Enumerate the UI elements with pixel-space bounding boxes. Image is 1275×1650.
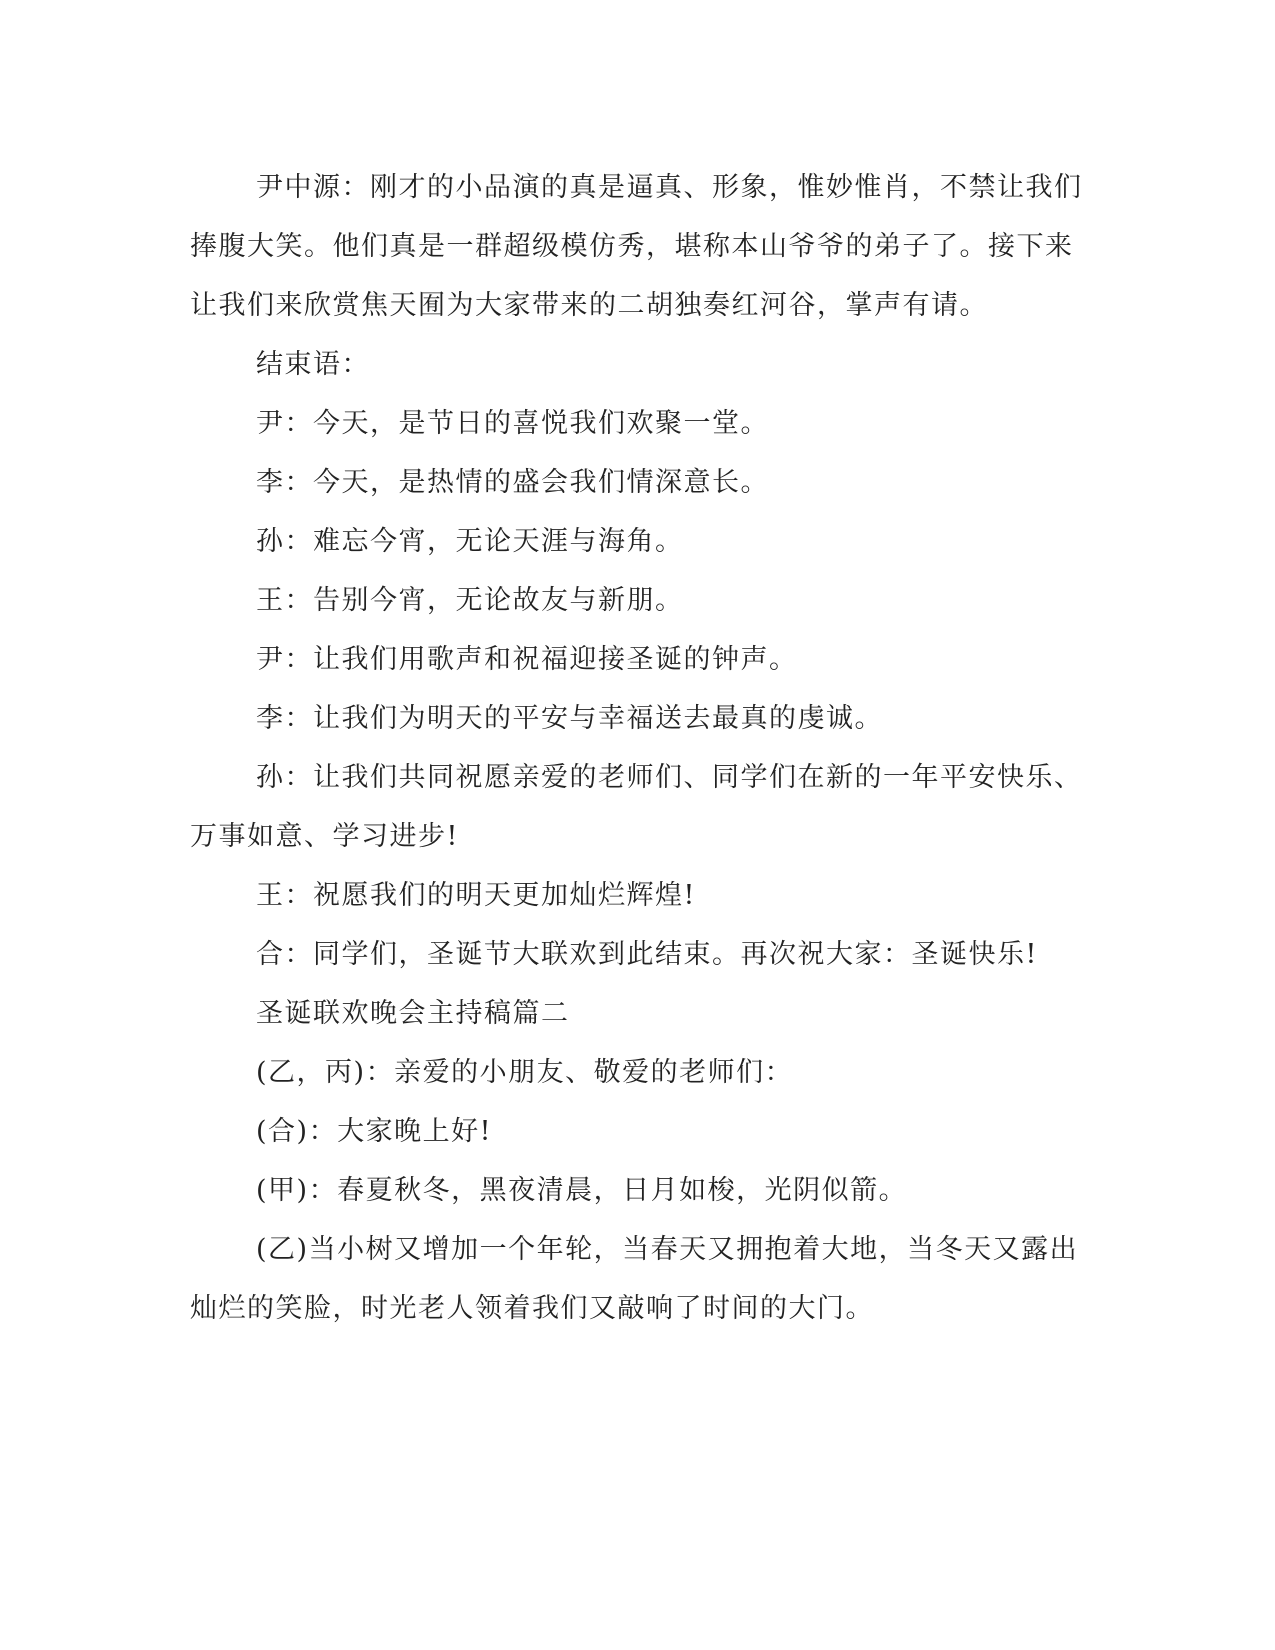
paragraph-yin-1: 尹：今天，是节日的喜悦我们欢聚一堂。 — [256, 408, 769, 439]
paragraph-jia: (甲)：春夏秋冬，黑夜清晨，日月如梭，光阴似箭。 — [256, 1175, 908, 1206]
paragraph-sun-2: 孙：让我们共同祝愿亲爱的老师们、同学们在新的一年平安快乐、万事如意、学习进步! — [190, 762, 1083, 852]
paragraph-he: (合)：大家晚上好! — [256, 1116, 492, 1147]
paragraph-wang-1: 王：告别今宵，无论故友与新朋。 — [256, 585, 684, 616]
paragraph-intro-yin: 尹中源：刚才的小品演的真是逼真、形象，惟妙惟肖，不禁让我们捧腹大笑。他们真是一群超级模仿秀，堪称本山爷爷的弟子了。接下来让我们来欣赏焦天囿为大家带来的二胡独奏红河谷，掌声有请。 — [190, 172, 1083, 321]
paragraph-wang-2: 王：祝愿我们的明天更加灿烂辉煌! — [256, 880, 696, 911]
paragraph-li-2: 李：让我们为明天的平安与幸福送去最真的虔诚。 — [256, 703, 883, 734]
paragraph-yin-2: 尹：让我们用歌声和祝福迎接圣诞的钟声。 — [256, 644, 798, 675]
paragraph-yi-bing: (乙，丙)：亲爱的小朋友、敬爱的老师们： — [256, 1057, 794, 1088]
paragraph-together: 合：同学们，圣诞节大联欢到此结束。再次祝大家：圣诞快乐! — [256, 939, 1038, 970]
paragraph-sun-1: 孙：难忘今宵，无论天涯与海角。 — [256, 526, 684, 557]
document-body — [190, 158, 1085, 1338]
paragraph-li-1: 李：今天，是热情的盛会我们情深意长。 — [256, 467, 769, 498]
paragraph-closing-heading: 结束语： — [256, 349, 370, 380]
paragraph-yi: (乙)当小树又增加一个年轮，当春天又拥抱着大地，当冬天又露出灿烂的笑脸，时光老人领着我们又敲响了时间的大门。 — [190, 1234, 1079, 1324]
section-title-part-two: 圣诞联欢晚会主持稿篇二 — [256, 998, 570, 1029]
